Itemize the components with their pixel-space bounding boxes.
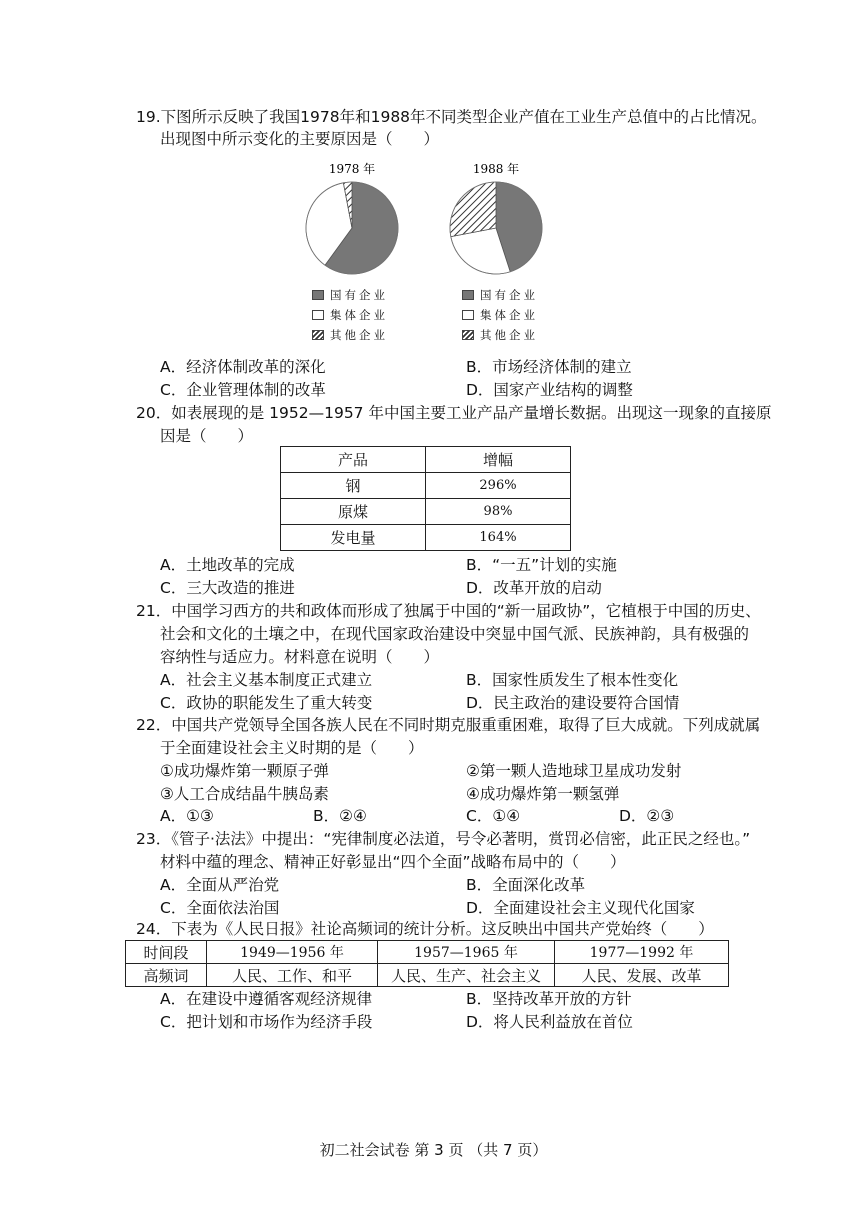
pie-1978-title: 1978 年	[328, 162, 376, 176]
legend-1988-collective	[462, 307, 538, 323]
q19-stem-line2: 出现图中所示变化的主要原因是（ ）	[160, 130, 440, 148]
q24-option-b[interactable]: B．坚持改革开放的方针	[466, 990, 632, 1008]
q20-cell-product: 发电量	[281, 525, 426, 551]
q22-option-a[interactable]: A．①③	[160, 807, 214, 825]
legend-1978-collective	[312, 307, 388, 323]
q20-stem-line1: 20．如表展现的是 1952—1957 年中国主要工业产品产量增长数据。出现这一现象的直接原	[136, 404, 772, 422]
q19-option-b[interactable]: B．市场经济体制的建立	[466, 358, 632, 376]
pie-chart-1988年	[450, 182, 542, 274]
legend-1988-state	[462, 287, 538, 303]
q21-option-d[interactable]: D．民主政治的建设要符合国情	[466, 694, 680, 712]
q24-stem-line1: 24．下表为《人民日报》社论高频词的统计分析。这反映出中国共产党始终（ ）	[136, 920, 714, 938]
q22-item-1: ①成功爆炸第一颗原子弹	[160, 762, 329, 780]
q22-item-2: ②第一颗人造地球卫星成功发射	[466, 762, 682, 780]
q23-option-c[interactable]: C．全面依法治国	[160, 899, 280, 917]
q21-stem-line2: 社会和文化的土壤之中，在现代国家政治建设中突显中国气派、民族神韵，具有极强的	[160, 625, 750, 643]
q24-th-1957: 1957—1965 年	[378, 941, 555, 964]
q19-option-d[interactable]: D．国家产业结构的调整	[466, 381, 633, 399]
pie-chart-1978年	[306, 182, 398, 274]
q24-table-header	[126, 941, 729, 964]
legend-1978-state	[312, 287, 388, 303]
q23-stem-line1: 23．《管子·法法》中提出：“宪律制度必法道，号令必著明，赏罚必信密，此正民之经也。”	[136, 830, 751, 848]
q23-stem-line2: 材料中蕴的理念、精神正好彰显出“四个全面”战略布局中的（ ）	[160, 853, 626, 871]
q23-option-d[interactable]: D．全面建设社会主义现代化国家	[466, 899, 695, 917]
legend-label: 国有企业	[480, 288, 538, 302]
pie-1-other-slice	[450, 182, 496, 237]
q24-row-label: 高频词	[126, 964, 207, 987]
table-row	[126, 964, 729, 987]
q20-cell-growth: 296%	[426, 473, 571, 499]
q19-stem-line1: 19.下图所示反映了我国1978年和1988年不同类型企业产值在工业生产总值中的占比情况。	[136, 108, 767, 126]
q21-stem-line3: 容纳性与适应力。材料意在说明（ ）	[160, 648, 440, 666]
q20-th-growth: 增幅	[426, 447, 571, 473]
legend-1978-other	[312, 327, 388, 343]
q24-option-a[interactable]: A．在建设中遵循客观经济规律	[160, 990, 373, 1008]
q20-cell-growth: 164%	[426, 525, 571, 551]
q22-item-4: ④成功爆炸第一颗氢弹	[466, 785, 620, 803]
q19-option-a[interactable]: A．经济体制改革的深化	[160, 358, 326, 376]
q24-cell-words: 人民、工作、和平	[207, 964, 378, 987]
legend-swatch-hatch	[312, 330, 324, 340]
q20-table	[280, 446, 571, 551]
table-row	[281, 499, 571, 525]
legend-label: 其他企业	[330, 328, 388, 342]
q21-option-b[interactable]: B．国家性质发生了根本性变化	[466, 671, 679, 689]
q24-cell-words: 人民、生产、社会主义	[378, 964, 555, 987]
q22-option-c[interactable]: C．①④	[466, 807, 521, 825]
q20-option-a[interactable]: A．土地改革的完成	[160, 556, 295, 574]
q20-cell-product: 原煤	[281, 499, 426, 525]
legend-label: 其他企业	[480, 328, 538, 342]
q24-option-d[interactable]: D．将人民利益放在首位	[466, 1013, 633, 1031]
q21-option-a[interactable]: A．社会主义基本制度正式建立	[160, 671, 373, 689]
q19-option-c[interactable]: C．企业管理体制的改革	[160, 381, 326, 399]
pie-1988-title: 1988 年	[472, 162, 520, 176]
q21-stem-line1: 21．中国学习西方的共和政体而形成了独属于中国的“新一届政协”，它植根于中国的历史、	[136, 602, 761, 620]
q20-option-d[interactable]: D．改革开放的启动	[466, 579, 602, 597]
q20-table-header	[281, 447, 571, 473]
q24-table	[125, 940, 729, 987]
q20-th-product: 产品	[281, 447, 426, 473]
legend-1988-other	[462, 327, 538, 343]
q19-pie-charts	[290, 152, 570, 282]
legend-swatch-empty	[462, 310, 474, 320]
q22-stem-line1: 22．中国共产党领导全国各族人民在不同时期克服重重困难，取得了巨大成就。下列成就属	[136, 716, 761, 734]
q20-option-c[interactable]: C．三大改造的推进	[160, 579, 295, 597]
q21-option-c[interactable]: C．政协的职能发生了重大转变	[160, 694, 373, 712]
q20-stem-line2: 因是（ ）	[160, 427, 254, 445]
q23-option-b[interactable]: B．全面深化改革	[466, 876, 586, 894]
q20-option-b[interactable]: B．“一五”计划的实施	[466, 556, 617, 574]
legend-swatch-hatch	[462, 330, 474, 340]
legend-label: 集体企业	[330, 308, 388, 322]
q23-option-a[interactable]: A．全面从严治党	[160, 876, 280, 894]
q22-item-3: ③人工合成结晶牛胰岛素	[160, 785, 329, 803]
legend-label: 国有企业	[330, 288, 388, 302]
legend-swatch-solid	[462, 290, 474, 300]
page-footer: 初二社会试卷 第 3 页 （共 7 页）	[319, 1141, 548, 1159]
q24-option-c[interactable]: C．把计划和市场作为经济手段	[160, 1013, 373, 1031]
q24-th-1949: 1949—1956 年	[207, 941, 378, 964]
q22-stem-line2: 于全面建设社会主义时期的是（ ）	[160, 739, 424, 757]
q24-cell-words: 人民、发展、改革	[555, 964, 729, 987]
q20-cell-growth: 98%	[426, 499, 571, 525]
q22-option-b[interactable]: B．②④	[313, 807, 367, 825]
q24-th-1977: 1977—1992 年	[555, 941, 729, 964]
q20-cell-product: 钢	[281, 473, 426, 499]
table-row	[281, 525, 571, 551]
legend-swatch-solid	[312, 290, 324, 300]
q22-option-d[interactable]: D．②③	[619, 807, 675, 825]
table-row	[281, 473, 571, 499]
legend-label: 集体企业	[480, 308, 538, 322]
legend-swatch-empty	[312, 310, 324, 320]
q24-th-period: 时间段	[126, 941, 207, 964]
